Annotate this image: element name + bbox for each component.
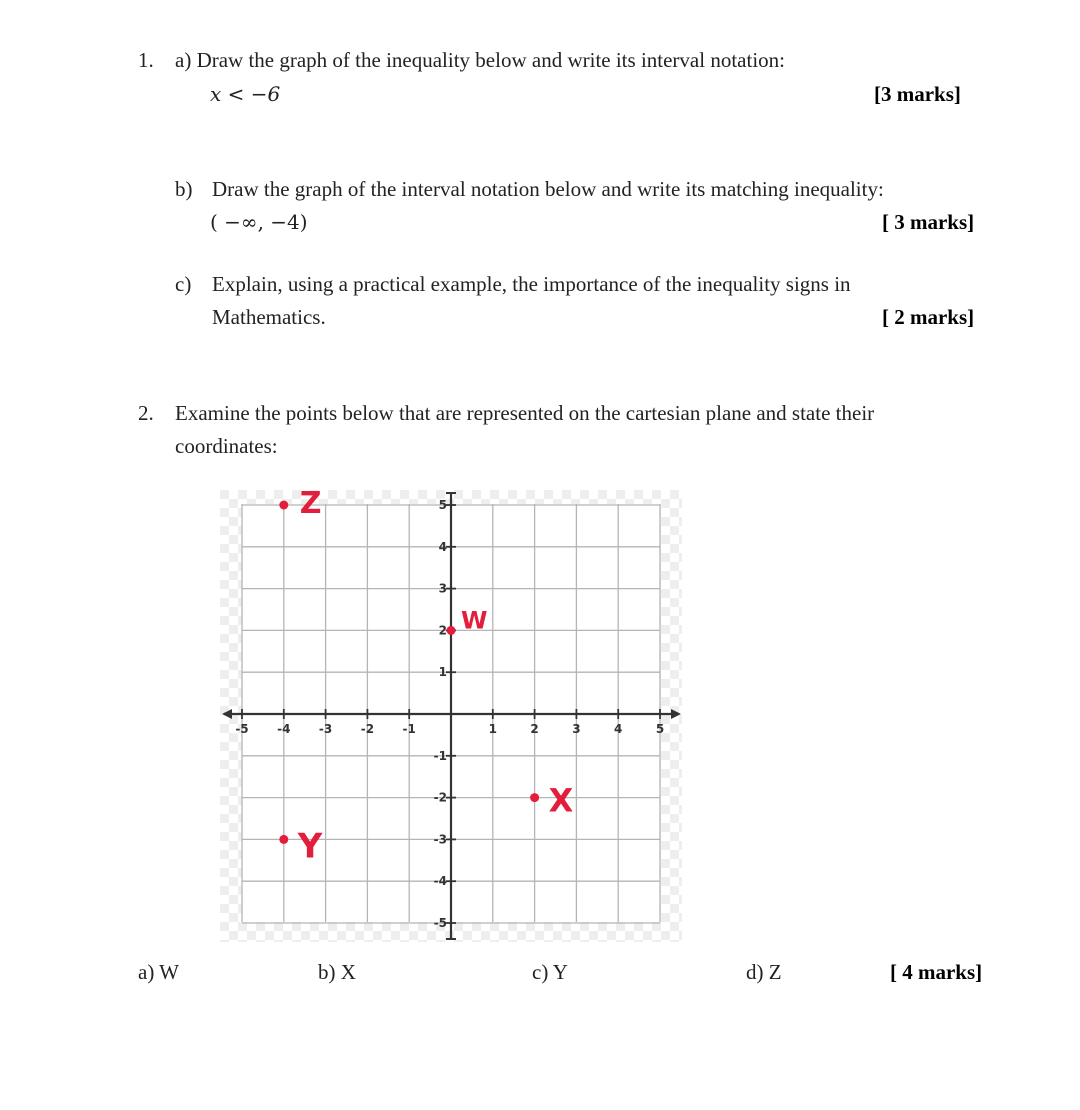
question-1b-prompt: Draw the graph of the interval notation below and write its matching inequality: [212,177,884,201]
question-1b-marks: [ 3 marks] [882,210,975,234]
answer-d-z: d) Z [746,960,782,984]
y-tick-label: 4 [438,539,447,554]
question-1a-marks: [3 marks] [874,82,961,106]
y-tick-label: -5 [433,916,447,930]
question-1a-inequality: x < −6 [210,82,281,106]
cartesian-plane [220,490,682,942]
y-tick-label: -1 [433,748,447,763]
x-tick-label: 3 [572,722,581,736]
answer-b-x: b) X [318,960,356,984]
y-tick-label: 2 [438,623,447,638]
question-1a-prompt: a) Draw the graph of the inequality below and write its interval notation: [175,48,785,72]
point-label-y: Y [297,826,323,867]
question-2-marks: [ 4 marks] [890,960,983,984]
point-label-z: Z [299,490,322,521]
question-1b-label: b) [175,177,193,201]
question-1c-line-1: Explain, using a practical example, the importance of the inequality signs in [212,272,851,296]
question-2-line-1: Examine the points below that are represented on the cartesian plane and state their [175,401,875,425]
y-tick-label: -4 [433,874,447,889]
x-tick-label: 4 [614,722,623,736]
point-label-x: X [548,781,574,820]
point-y [279,835,288,844]
y-tick-label: 3 [438,581,447,596]
question-1b-interval: ( −∞, −4) [210,210,308,234]
x-tick-label: -1 [402,722,416,736]
question-2-line-2: coordinates: [175,434,278,458]
x-tick-label: -5 [235,722,249,736]
question-1c-label: c) [175,272,192,296]
x-tick-label: -2 [360,722,375,736]
y-tick-label: -2 [433,790,447,805]
point-w [447,626,456,635]
point-label-w: W [461,606,488,635]
x-tick-label: 2 [530,722,539,736]
x-tick-label: -3 [318,722,333,736]
x-tick-label: 1 [488,722,497,736]
x-tick-label: -4 [277,722,291,736]
y-tick-label: -3 [433,832,447,847]
answer-c-y: c) Y [532,960,568,984]
y-tick-label: 1 [438,665,447,680]
question-2-number: 2. [138,401,154,425]
point-x [530,793,539,802]
question-1-number: 1. [138,48,154,72]
point-z [279,501,288,510]
question-1c-line-2: Mathematics. [212,305,326,329]
question-1c-marks: [ 2 marks] [882,305,975,329]
x-tick-label: 5 [655,722,665,736]
y-tick-label: 5 [438,498,447,512]
answer-a-w: a) W [138,960,180,984]
